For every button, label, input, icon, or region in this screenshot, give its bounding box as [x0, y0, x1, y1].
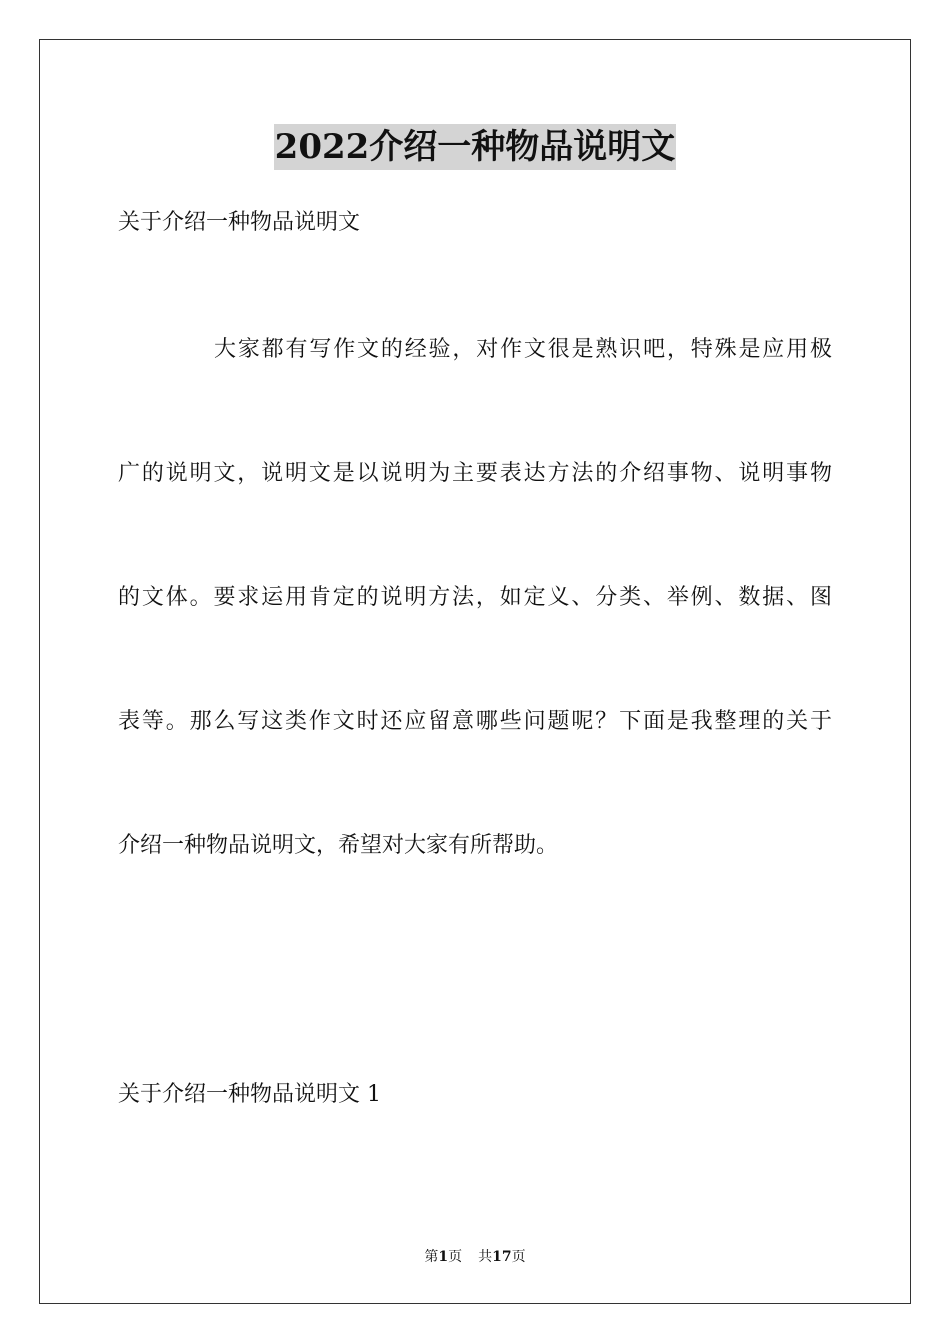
- page-footer: [0, 1247, 950, 1267]
- document-title-text: 2022介绍一种物品说明文: [274, 124, 677, 170]
- footer-total-suffix: 页: [511, 1249, 526, 1265]
- footer-page-prefix: 第: [424, 1249, 439, 1265]
- footer-total-pages: 17: [492, 1249, 512, 1265]
- section-heading: 关于介绍一种物品说明文 1: [118, 1082, 381, 1107]
- intro-line-3: 的文体。要求运用肯定的说明方法，如定义、分类、举例、数据、图: [118, 585, 832, 610]
- footer-page-number: 1: [438, 1249, 449, 1265]
- intro-line-2: 广的说明文，说明文是以说明为主要表达方法的介绍事物、说明事物: [118, 461, 832, 486]
- footer-page-suffix: 页: [448, 1249, 463, 1265]
- footer-total-prefix: 共: [478, 1249, 493, 1265]
- intro-line-1: 大家都有写作文的经验，对作文很是熟识吧，特殊是应用极: [214, 337, 832, 362]
- intro-line-5: 介绍一种物品说明文，希望对大家有所帮助。: [118, 833, 559, 858]
- document-title: [0, 124, 950, 170]
- intro-line-4: 表等。那么写这类作文时还应留意哪些问题呢？下面是我整理的关于: [118, 709, 832, 734]
- document-subtitle: 关于介绍一种物品说明文: [118, 210, 361, 235]
